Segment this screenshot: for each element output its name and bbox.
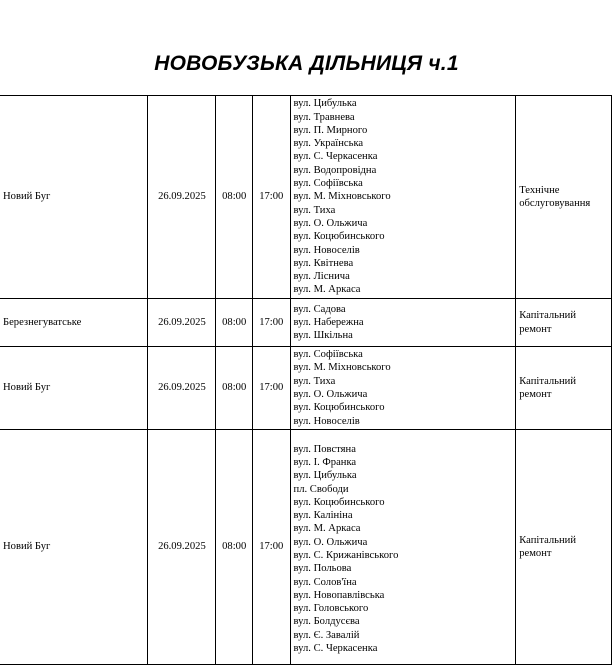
street-item: вул. О. Ольжича	[293, 536, 368, 548]
work-type-cell	[516, 347, 612, 430]
work-type-line: Капітальний	[519, 534, 577, 546]
street-item: вул. Набережна	[293, 316, 364, 328]
table-row	[0, 430, 612, 665]
streets-cell	[290, 347, 516, 430]
end-time-cell: 17:00	[253, 347, 291, 430]
street-item: вул. Садова	[293, 303, 346, 315]
street-item: вул. І. Франка	[293, 456, 357, 468]
location-cell: Новий Буг	[0, 96, 148, 299]
streets-cell	[290, 96, 516, 299]
street-item: вул. Українська	[293, 138, 364, 150]
street-item: вул. Цибулька	[293, 470, 357, 482]
work-type-line: Капітальний	[519, 375, 577, 387]
end-time-cell: 17:00	[253, 430, 291, 665]
street-item: вул. Водопровідна	[293, 164, 377, 176]
street-item: вул. Головського	[293, 603, 369, 615]
street-item: вул. Є. Завалій	[293, 629, 360, 641]
street-item: вул. Коцюбинського	[293, 496, 385, 508]
work-type-line: ремонт	[519, 548, 552, 559]
start-time-cell: 08:00	[216, 347, 253, 430]
date-cell: 26.09.2025	[148, 299, 216, 347]
street-item: вул. Цибулька	[293, 98, 357, 110]
table-row	[0, 299, 612, 347]
street-item: вул. Солов'їна	[293, 576, 357, 588]
page-title: НОВОБУЗЬКА ДІЛЬНИЦЯ ч.1	[154, 52, 459, 75]
street-item: вул. Травнева	[293, 111, 355, 123]
location-cell: Березнегуватське	[0, 299, 148, 347]
street-item: вул. Повстяна	[293, 443, 356, 455]
street-item: вул. Польова	[293, 563, 352, 575]
street-item: вул. Коцюбинського	[293, 231, 385, 243]
street-item: вул. С. Черкасенка	[293, 151, 378, 163]
work-type-line: обслуговування	[519, 198, 591, 209]
outage-schedule-table	[0, 95, 612, 665]
street-item: вул. М. Аркаса	[293, 284, 361, 296]
street-item: вул. М. Міхновського	[293, 362, 391, 374]
end-time-cell: 17:00	[253, 299, 291, 347]
street-item: вул. Квітнева	[293, 257, 354, 269]
street-item: вул. Шкільна	[293, 330, 353, 342]
location-cell: Новий Буг	[0, 347, 148, 430]
street-item: вул. Болдусєва	[293, 616, 360, 628]
street-item: вул. Калініна	[293, 510, 353, 522]
start-time-cell: 08:00	[216, 96, 253, 299]
street-item: вул. С. Крижанівського	[293, 550, 399, 561]
table-row	[0, 96, 612, 299]
location-cell: Новий Буг	[0, 430, 148, 665]
streets-cell	[290, 430, 516, 665]
work-type-cell	[516, 96, 612, 299]
street-item: вул. Ліснича	[293, 271, 350, 283]
start-time-cell: 08:00	[216, 430, 253, 665]
street-item: вул. Новоселів	[293, 415, 360, 427]
start-time-cell: 08:00	[216, 299, 253, 347]
streets-cell	[290, 299, 516, 347]
date-cell: 26.09.2025	[148, 347, 216, 430]
date-cell: 26.09.2025	[148, 430, 216, 665]
street-item: вул. П. Мирного	[293, 124, 368, 136]
street-item: вул. Новопавлівська	[293, 589, 385, 601]
work-type-cell	[516, 430, 612, 665]
street-item: вул. Тиха	[293, 375, 336, 387]
street-item: вул. Коцюбинського	[293, 402, 385, 414]
street-item: вул. Тиха	[293, 204, 336, 216]
work-type-line: ремонт	[519, 323, 552, 335]
table-row	[0, 347, 612, 430]
street-item: вул. Новоселів	[293, 244, 360, 256]
street-item: вул. М. Міхновського	[293, 191, 391, 203]
date-cell: 26.09.2025	[148, 96, 216, 299]
work-type-line: ремонт	[519, 389, 552, 400]
work-type-cell	[516, 299, 612, 347]
street-item: пл. Свободи	[293, 483, 349, 495]
street-item: вул. Софіївська	[293, 178, 363, 190]
street-item: вул. О. Ольжича	[293, 389, 368, 400]
end-time-cell: 17:00	[253, 96, 291, 299]
work-type-line: Технічне	[519, 184, 560, 196]
street-item: вул. С. Черкасенка	[293, 643, 378, 655]
street-item: вул. Софіївська	[293, 349, 363, 361]
work-type-line: Капітальний	[519, 310, 577, 322]
street-item: вул. О. Ольжича	[293, 217, 368, 229]
street-item: вул. М. Аркаса	[293, 523, 361, 535]
